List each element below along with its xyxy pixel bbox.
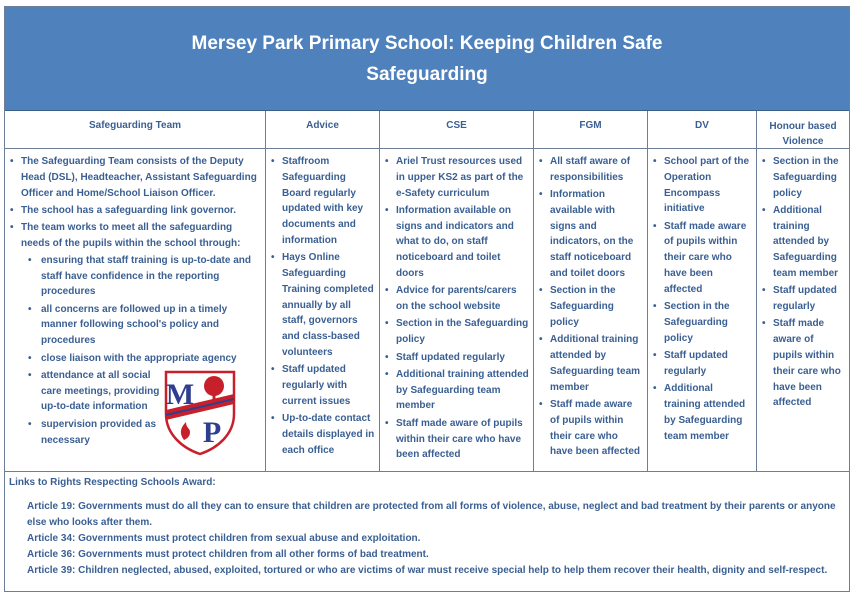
article-19 xyxy=(27,499,837,531)
footer-title: Links to Rights Respecting Schools Award: xyxy=(9,477,216,488)
list-item: • Staff made aware of pupils within their care who have been affected xyxy=(384,416,529,463)
list-item: • Staff updated regularly xyxy=(652,348,752,380)
column-heading: Honour based Violence xyxy=(757,111,849,149)
list-item: • Up-to-date contact details displayed in each office xyxy=(270,411,375,458)
list-item: • Section in the Safeguarding policy xyxy=(538,283,643,330)
list-item: • Section in the Safeguarding policy xyxy=(652,299,752,346)
page-title: Mersey Park Primary School: Keeping Children Safe xyxy=(191,33,663,54)
list-item: • Additional training attended by Safeguarding team member xyxy=(652,381,752,444)
sub-list-item: • close liaison with the appropriate agency xyxy=(27,351,261,367)
article-text: Governments must do all they can to ensure that children are protected from all forms of violence, abuse, neglect and bad treatment by their parents or anyone else who looks after them. xyxy=(27,501,836,528)
column-heading: Advice xyxy=(266,111,379,149)
list-item: • Information available with signs and indicators, on the staff noticeboard and toilet doors xyxy=(538,187,643,282)
list-item: • Section in the Safeguarding policy xyxy=(384,316,529,348)
article-label: Article 34: xyxy=(27,533,76,544)
crest-letter-m: M xyxy=(165,378,195,411)
sub-list-item: • all concerns are followed up in a timely manner following school's policy and procedures xyxy=(27,302,261,349)
list-item: • All staff aware of responsibilities xyxy=(538,154,643,186)
page-subtitle: Safeguarding xyxy=(366,64,488,85)
bullet-list xyxy=(648,149,756,444)
list-item: • The Safeguarding Team consists of the Deputy Head (DSL), Headteacher, Assistant Safeguarding Officer and Home/School Liaison Officer. xyxy=(9,154,261,201)
article-label: Article 36: xyxy=(27,549,76,560)
list-item: • Additional training attended by Safeguarding team member xyxy=(538,332,643,395)
article-36 xyxy=(27,547,837,563)
column-fgm xyxy=(534,111,648,471)
sub-list-item: • ensuring that staff training is up-to-date and staff have confidence in the reporting procedures xyxy=(27,253,261,300)
article-label: Article 39: xyxy=(27,565,76,576)
article-label: Article 19: xyxy=(27,501,76,512)
column-honour-based-violence xyxy=(757,111,849,471)
article-34 xyxy=(27,531,837,547)
bullet-list xyxy=(757,149,849,411)
column-heading: CSE xyxy=(380,111,533,149)
bullet-list xyxy=(534,149,647,460)
bullet-list xyxy=(380,149,533,463)
column-dv xyxy=(648,111,757,471)
list-item: • Additional training attended by Safeguarding team member xyxy=(761,203,845,282)
column-heading: FGM xyxy=(534,111,647,149)
list-item: • Ariel Trust resources used in upper KS2 as part of the e-Safety curriculum xyxy=(384,154,529,201)
list-item: • Staffroom Safeguarding Board regularly updated with key documents and information xyxy=(270,154,375,249)
list-item-text: The team works to meet all the safeguarding needs of the pupils within the school through: xyxy=(21,222,241,249)
rights-respecting-footer xyxy=(5,471,849,592)
column-safeguarding-team xyxy=(5,111,266,471)
school-crest-logo xyxy=(164,370,236,456)
bullet-list xyxy=(266,149,379,459)
list-item: • The school has a safeguarding link governor. xyxy=(9,203,261,219)
list-item: • Information available on signs and indicators and what to do, on staff noticeboard and toilet doors xyxy=(384,203,529,282)
list-item: • Staff made aware of pupils within their care who have been affected xyxy=(761,316,845,411)
article-text: Governments must protect children from sexual abuse and exploitation. xyxy=(78,533,421,544)
header-banner xyxy=(5,7,849,111)
list-item: • Hays Online Safeguarding Training completed annually by all staff, governors and class-based volunteers xyxy=(270,250,375,361)
list-item: • Staff made aware of pupils within their care who have been affected xyxy=(538,397,643,460)
column-advice xyxy=(266,111,380,471)
list-item: • School part of the Operation Encompass initiative xyxy=(652,154,752,217)
column-heading: DV xyxy=(648,111,756,149)
list-item: • Staff updated regularly with current issues xyxy=(270,362,375,409)
sub-list-item: • attendance at all social care meetings, providing up-to-date information xyxy=(27,368,171,415)
article-text: Governments must protect children from all other forms of bad treatment. xyxy=(78,549,429,560)
column-heading: Safeguarding Team xyxy=(5,111,265,149)
column-cse xyxy=(380,111,534,471)
list-item: • Staff updated regularly xyxy=(761,283,845,315)
crest-letter-p: P xyxy=(202,416,222,449)
list-item: • Staff updated regularly xyxy=(384,350,529,366)
topics-table xyxy=(5,111,849,471)
list-item: • Staff made aware of pupils within their care who have been affected xyxy=(652,219,752,298)
list-item: • Advice for parents/carers on the school website xyxy=(384,283,529,315)
list-item: • Additional training attended by Safeguarding team member xyxy=(384,367,529,414)
article-text: Children neglected, abused, exploited, tortured or who are victims of war must receive special help to help them recover their health, dignity and self-respect. xyxy=(78,565,828,576)
sub-list-item: • supervision provided as necessary xyxy=(27,417,171,449)
article-39 xyxy=(27,563,837,579)
list-item: • Section in the Safeguarding policy xyxy=(761,154,845,201)
safeguarding-document xyxy=(4,6,850,592)
